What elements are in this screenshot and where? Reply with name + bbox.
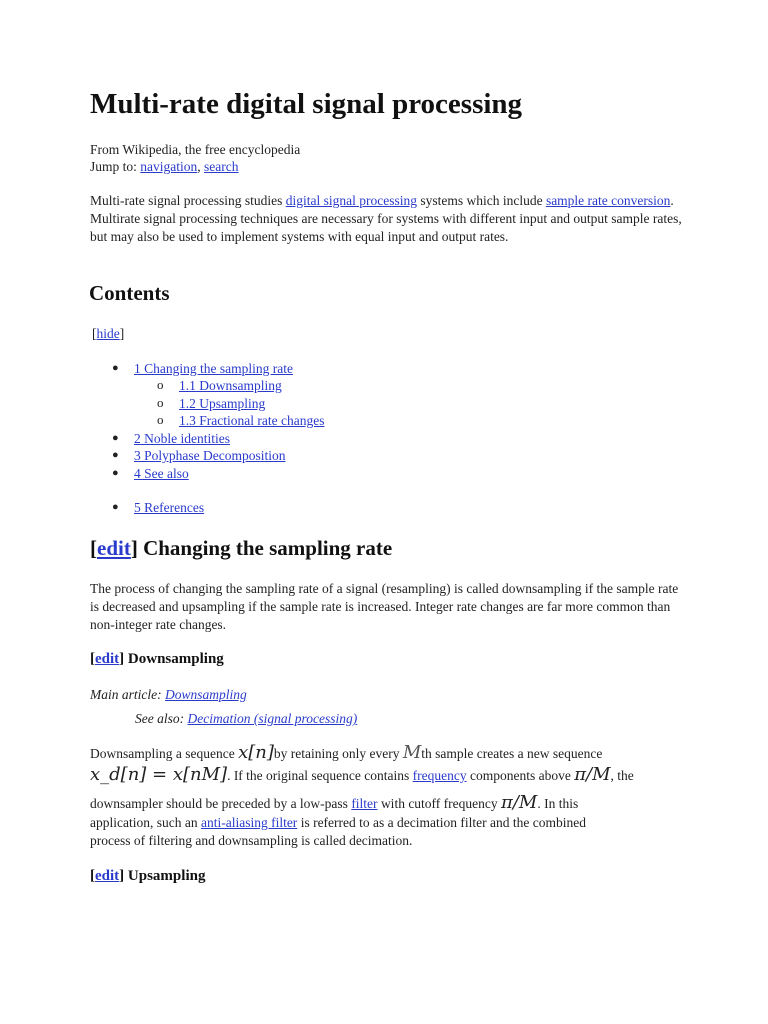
ds-text: . In this xyxy=(537,796,579,811)
upsampling-title: Upsampling xyxy=(127,868,206,884)
main-article-link[interactable]: Downsampling xyxy=(164,687,247,702)
toc-item-1-2[interactable]: 1.2 Upsampling xyxy=(179,396,266,411)
upsampling-edit-link[interactable]: edit xyxy=(95,868,120,884)
downsampling-line-5: process of filtering and downsampling is called decimation. xyxy=(90,833,413,848)
downsampling-line-4 xyxy=(90,814,586,832)
ds-text: Downsampling a sequence xyxy=(90,746,239,761)
link-sample-rate-conversion[interactable]: sample rate conversion xyxy=(545,193,671,208)
intro-text-1: Multi-rate signal processing studies xyxy=(90,193,286,208)
ds-text: by retaining only every xyxy=(273,746,403,761)
downsampling-line-1 xyxy=(90,744,602,763)
intro-paragraph xyxy=(90,192,690,246)
main-article-label: Main article: xyxy=(90,687,162,702)
from-line: From Wikipedia, the free encyclopedia xyxy=(90,142,301,157)
formula-pi-over-M-2: π/M xyxy=(501,792,538,813)
toc-bullet: ● xyxy=(112,362,119,374)
jump-to xyxy=(90,158,239,176)
section-edit-link[interactable]: edit xyxy=(97,536,131,560)
jump-navigation-link[interactable]: navigation xyxy=(140,159,198,174)
subsection-heading-upsampling: [edit] Upsampling xyxy=(90,868,206,884)
toc-item-1-1[interactable]: 1.1 Downsampling xyxy=(179,378,282,393)
section-title: Changing the sampling rate xyxy=(143,536,393,560)
ds-text: . If the original sequence contains xyxy=(227,768,413,783)
link-digital-signal-processing[interactable]: digital signal processing xyxy=(285,193,417,208)
toc-sub-bullet: o xyxy=(157,395,164,410)
subsection-heading-downsampling: [edit] Downsampling xyxy=(90,651,224,667)
link-filter[interactable]: filter xyxy=(351,796,378,811)
formula-xd-n: x_d[n] = x[nM] xyxy=(90,764,228,785)
ds-text: is referred to as a decimation filter and the combined xyxy=(297,815,586,830)
hide-toggle xyxy=(92,325,124,343)
toc-item-3[interactable]: 3 Polyphase Decomposition xyxy=(134,448,286,463)
ds-text: downsampler should be preceded by a low-pass xyxy=(90,796,352,811)
main-article-note xyxy=(90,686,247,704)
toc-item-1-3[interactable]: 1.3 Fractional rate changes xyxy=(179,413,325,428)
contents-heading: Contents xyxy=(89,281,170,305)
link-frequency[interactable]: frequency xyxy=(412,768,467,783)
jump-search-link[interactable]: search xyxy=(204,159,239,174)
ds-text: with cutoff frequency xyxy=(377,796,502,811)
page-title: Multi-rate digital signal processing xyxy=(90,88,523,120)
link-anti-aliasing-filter[interactable]: anti-aliasing filter xyxy=(200,815,298,830)
formula-x-n: x[n] xyxy=(238,742,274,763)
ds-text: th sample creates a new sequence xyxy=(421,746,603,761)
toc-bullet: ● xyxy=(112,467,119,479)
hide-bracket-open: [ xyxy=(92,326,97,341)
section1-paragraph: The process of changing the sampling rate of a signal (resampling) is called downsampling if the sample rate is decreased and upsampling if the sample rate is increased. Integer rate changes are far more common than non-integer rate changes. xyxy=(90,581,679,632)
formula-pi-over-M: π/M xyxy=(574,764,611,785)
jump-comma: , xyxy=(197,159,201,174)
see-also-note xyxy=(135,710,357,728)
see-also-label: See also: xyxy=(135,711,185,726)
ds-text: components above xyxy=(466,768,575,783)
downsampling-line-3 xyxy=(90,794,578,813)
downsampling-line-2 xyxy=(90,766,634,785)
toc-sub-bullet: o xyxy=(157,412,164,427)
ds-text: application, such an xyxy=(90,815,201,830)
toc-item-1[interactable]: 1 Changing the sampling rate xyxy=(134,361,293,376)
toc-bullet: ● xyxy=(112,432,119,444)
toc-item-2[interactable]: 2 Noble identities xyxy=(134,431,230,446)
section-heading-changing-sampling-rate: [edit] Changing the sampling rate xyxy=(90,536,393,560)
hide-link[interactable]: hide xyxy=(96,326,120,341)
downsampling-edit-link[interactable]: edit xyxy=(95,651,120,667)
formula-M: M xyxy=(402,742,422,763)
downsampling-title: Downsampling xyxy=(127,651,224,667)
toc-bullet: ● xyxy=(112,449,119,461)
intro-text-2: systems which include xyxy=(416,193,546,208)
toc-item-5[interactable]: 5 References xyxy=(134,500,205,515)
toc-item-4[interactable]: 4 See also xyxy=(134,466,189,481)
jump-to-label: Jump to: xyxy=(90,159,137,174)
ds-text: , the xyxy=(610,768,634,783)
hide-bracket-close: ] xyxy=(119,326,125,341)
toc-bullet: ● xyxy=(112,501,119,513)
see-also-link[interactable]: Decimation (signal processing) xyxy=(187,711,358,726)
toc-sub-bullet: o xyxy=(157,377,164,392)
intro-text-3: . Multirate signal processing techniques are necessary for systems with different input and output sample rates, but may also be used to implement systems with equal input and output rates. xyxy=(90,193,682,244)
